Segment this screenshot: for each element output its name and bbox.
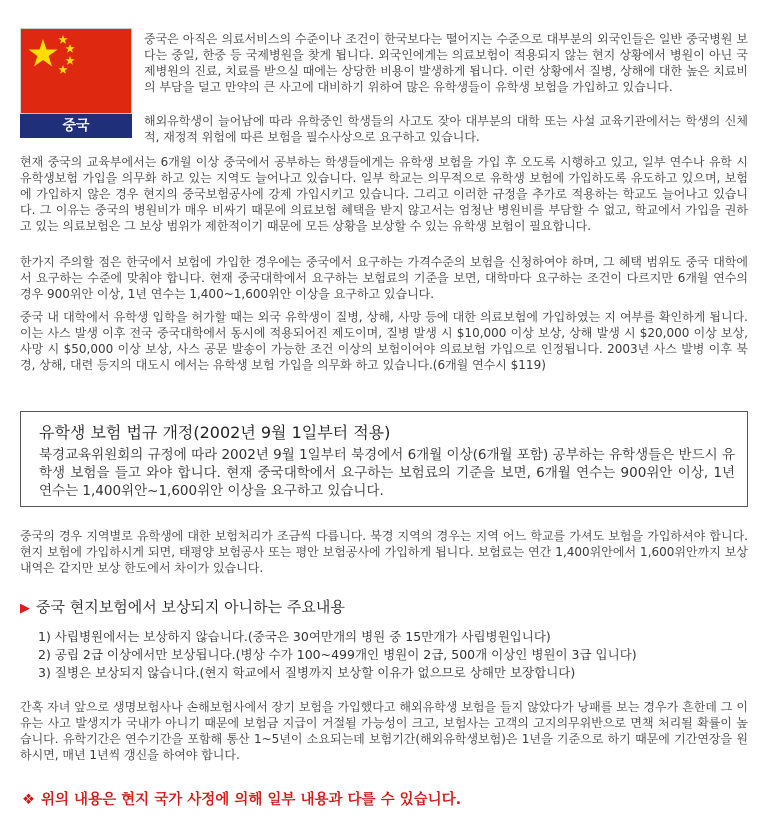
regulation-box (20, 411, 748, 507)
diamond-icon: ❖ (22, 792, 35, 808)
list-item: 2) 공립 2급 이상에서만 보상됩니다.(병상 수가 100~499개인 병원이 2급, 500개 이상인 병원이 3급 입니다) (38, 647, 637, 662)
sars-paragraph: 중국 내 대학에서 유학생 입학을 허가할 때는 외국 유학생이 질병, 상해, 사망 등에 대한 의료보험에 가입하였는 지 여부를 확인하게 됩니다. 이는 사스 발생 이후 전국 중국대학에서 동시에 적용되어진 제도이며, 질병 발생 시 $10,000 이상 보상, 상해 발생 시 $20,000 이상 보상, 사망 시 $50,000 이상 보상, 사스 공문 발송이 가능한 조건 이상의 보험이어야 의료보험 가입으로 인정됩니다. 2003년 사스 발병 이후 북경, 상해, 대련 등지의 대도시 에서는 유학생 보험 가입을 의무화 하고 있습니다.(6개월 연수시 $119) (20, 310, 748, 372)
intro-paragraph: 중국은 아직은 의료서비스의 수준이나 조건이 한국보다는 떨어지는 수준으로 대부분의 외국인들은 일반 중국병원 보다는 중일, 한중 등 국제병원을 찾게 됩니다. 외국인에게는 의료보험이 적용되지 않는 현지 상황에서 병원이 아닌 국제병원의 진료, 치료를 받으실 때에는 상당한 비용이 발생하게 됩니다. 이런 상황에서 질병, 상해에 대한 높은 치료비의 부담을 덜고 만약의 큰 사고에 대비하기 위하여 많은 유학생들이 유학생 보험을 가입하고 있습니다. (144, 32, 748, 94)
education-ministry-paragraph: 현재 중국의 교육부에서는 6개월 이상 중국에서 공부하는 학생들에게는 유학생 보험을 가입 후 오도록 시행하고 있고, 일부 연수나 유학 시 유학생보험 가입을 의무화 하고 있는 지역도 늘어나고 있습니다. 일부 학교는 의무적으로 유학생 보험에 가입하도록 유도하고 있으며, 보험에 가입하지 않은 경우 현지의 중국보험공사에 강제 가입시키고 있습니다. 그리고 이러한 규정을 추가로 적용하는 학교도 늘어나고 있습니다. 그 이유는 중국의 병원비가 매우 비싸기 때문에 의료보험 혜택을 받지 않고서는 엄청난 병원비를 부담할 수 없고, 학교에서 가입을 권하고 있는 의료보험은 그 보상 범위가 제한적이기 때문에 모든 상황을 보상할 수 있는 유학생 보험이 필요합니다. (20, 155, 748, 233)
country-label: 중국 (20, 114, 132, 138)
regulation-body: 북경교육위원회의 규정에 따라 2002년 9월 1일부터 북경에서 6개월 이상(6개월 포함) 공부하는 유학생들은 반드시 유학생 보험을 들고 와야 합니다. 현재 중국대학에서 요구하는 보험료의 기준을 보면, 6개월 연수는 900위안 이상, 1년 연수는 1,400위안~1,600위안 이상을 요구하고 있습니다. (39, 447, 735, 499)
long-term-insurance-paragraph: 간혹 자녀 앞으로 생명보험사나 손해보험사에서 장기 보험을 가입했다고 해외유학생 보험을 들지 않았다가 낭패를 보는 경우가 흔한데 그 이유는 사고 발생지가 국내가 아니기 때문에 보험금 지급이 거절될 가능성이 크고, 보험사는 고객의 고지의무위반으로 면책 처리될 확률이 높습니다. 유학기간은 연수기간을 포함해 통산 1~5년이 소요되는데 보험기간(해외유학생보험)은 1년을 기준으로 하기 때문에 기간연장을 원하시면, 매년 1년씩 갱신을 하여야 합니다. (20, 700, 748, 762)
not-covered-heading-text: 중국 현지보험에서 보상되지 아니하는 주요내용 (36, 598, 345, 616)
notice-text: 위의 내용은 현지 국가 사정에 의해 일부 내용과 다를 수 있습니다. (41, 792, 462, 808)
notice (22, 788, 461, 809)
triangle-right-icon: ▶ (20, 601, 30, 616)
list-item: 3) 질병은 보상되지 않습니다.(현지 학교에서 질병까지 보상할 이유가 없으므로 상해만 보장합니다) (38, 665, 576, 680)
regulation-title: 유학생 보험 법규 개정(2002년 9월 1일부터 적용) (39, 423, 391, 442)
caution-paragraph: 한가지 주의할 점은 한국에서 보험에 가입한 경우에는 중국에서 요구하는 가격수준의 보험을 신청하여야 하며, 그 혜택 범위도 중국 대학에서 요구하는 수준에 맞춰야 합니다. 현재 중국대학에서 요구하는 보험료의 기준을 보면, 대학마다 요구하는 조건이 다르지만 6개월 연수의 경우 900위안 이상, 1년 연수는 1,400~1,600위안 이상을 요구하고 있습니다. (20, 255, 748, 301)
not-covered-list (38, 628, 637, 682)
list-item: 1) 사립병원에서는 보상하지 않습니다.(중국은 30여만개의 병원 중 15만개가 사립병원입니다) (38, 629, 551, 644)
china-flag-icon (20, 28, 132, 114)
not-covered-heading (20, 596, 345, 617)
intro-paragraph-2: 해외유학생이 늘어남에 따라 유학중인 학생들의 사고도 잦아 대부분의 대학 또는 사설 교육기관에서는 학생의 신체적, 재정적 위험에 따른 보험을 필수사상으로 요구하고 있습니다. (144, 114, 748, 144)
regional-paragraph: 중국의 경우 지역별로 유학생에 대한 보험처리가 조금씩 다릅니다. 북경 지역의 경우는 지역 어느 학교를 가셔도 보험을 가입하셔야 합니다. 현지 보험에 가입하시게 되면, 태평양 보험공사 또는 평안 보험공사에 가입하게 됩니다. 보험료는 연간 1,400위안에서 1,600위안까지 보상내역은 같지만 보상 한도에서 차이가 있습니다. (20, 529, 748, 575)
china-flag-badge (20, 28, 132, 138)
